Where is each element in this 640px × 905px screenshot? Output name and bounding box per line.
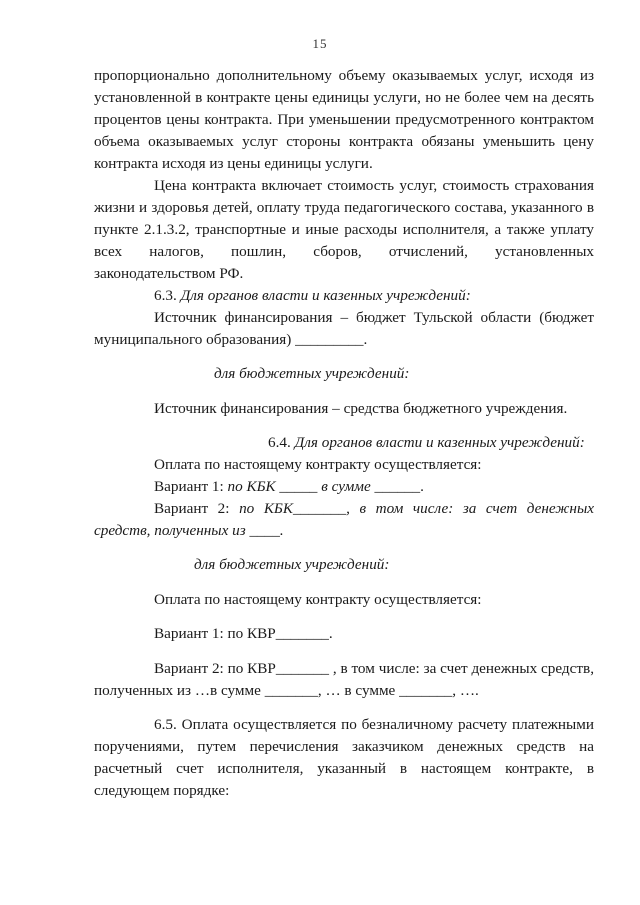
- text-line: объема оказываемых услуг стороны контракта обязаны уменьшить цену: [94, 133, 594, 150]
- variant-label: Вариант 2:: [154, 500, 240, 517]
- text-line: расчетный счет исполнителя, указанный в настоящем контракте, в: [94, 760, 594, 777]
- paragraph-start: Оплата по настоящему контракту осуществляется:: [154, 456, 482, 473]
- section-heading-italic: Для органов власти и казенных учреждений:: [294, 434, 585, 451]
- section-6-3-heading: [154, 286, 640, 306]
- paragraph-start: Оплата по настоящему контракту осуществляется:: [154, 591, 482, 608]
- text-line: законодательством РФ.: [94, 265, 244, 282]
- variant-2-kbk: [154, 499, 594, 519]
- text-line: жизни и здоровья детей, оплату труда педагогического состава, указанного в: [94, 199, 594, 216]
- text-line: всех налогов, пошлин, сборов, отчислений, установленных: [94, 243, 594, 260]
- text-line: контракта исходя из цены единицы услуги.: [94, 155, 373, 172]
- variant-1-kvr: Вариант 1: по КВР_______.: [154, 625, 333, 642]
- section-heading-italic: Для органов власти и казенных учреждений:: [180, 287, 471, 304]
- text-line: поручениями, путем перечисления заказчиком денежных средств на: [94, 738, 594, 755]
- section-number: 6.4.: [268, 434, 295, 451]
- paragraph-start: Цена контракта включает стоимость услуг, стоимость страхования: [154, 177, 594, 194]
- text-line: следующем порядке:: [94, 782, 230, 799]
- variant-label: Вариант 1:: [154, 478, 228, 495]
- text-line: муниципального образования) _________.: [94, 331, 368, 348]
- section-number: 6.3.: [154, 287, 181, 304]
- budget-institutions-heading: для бюджетных учреждений:: [194, 556, 390, 573]
- variant-1-kbk: Вариант 1: по КБК _____ в сумме ______.: [154, 478, 424, 495]
- budget-institutions-heading: для бюджетных учреждений:: [214, 365, 410, 382]
- paragraph-start: Источник финансирования – бюджет Тульской области (бюджет: [154, 309, 594, 326]
- text-line: полученных из …в сумме _______, … в сумме _______, ….: [94, 682, 479, 699]
- text-line: пропорционально дополнительному объему оказываемых услуг, исходя из: [94, 67, 594, 84]
- text-line: процентов цены контракта. При уменьшении предусмотренного контрактом: [94, 111, 594, 128]
- variant-detail: по КБК_______, в том числе: за счет денежных: [239, 500, 594, 517]
- text-line: пункте 2.1.3.2, транспортные и иные расходы исполнителя, а также уплату: [94, 221, 594, 238]
- text-line: установленной в контракте цены единицы услуги, но не более чем на десять: [94, 89, 594, 106]
- page-number: 15: [312, 36, 328, 51]
- section-6-5: 6.5. Оплата осуществляется по безналичному расчету платежными: [154, 716, 594, 733]
- section-6-4-heading: [268, 433, 640, 453]
- variant-2-kvr: Вариант 2: по КВР_______ , в том числе: за счет денежных средств,: [154, 660, 594, 677]
- paragraph-start: Источник финансирования – средства бюджетного учреждения.: [154, 400, 568, 417]
- text-line: средств, полученных из ____.: [94, 522, 284, 539]
- variant-detail: по КБК _____ в сумме ______: [227, 478, 421, 495]
